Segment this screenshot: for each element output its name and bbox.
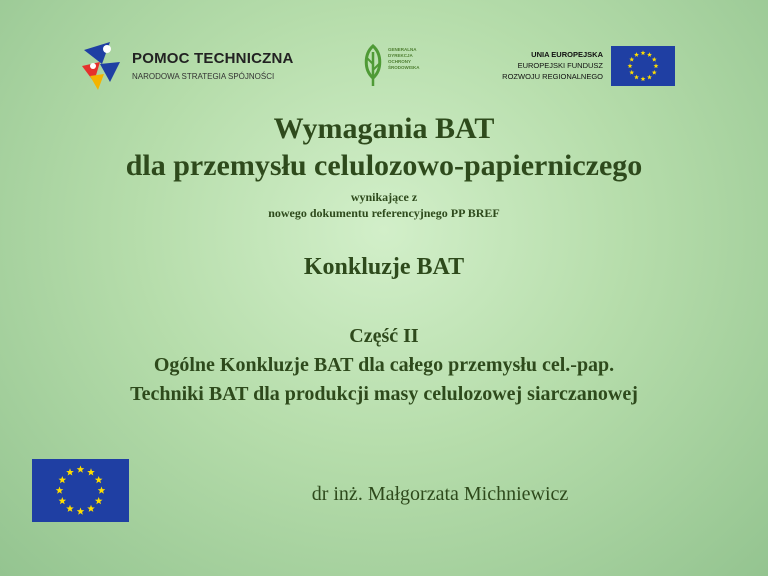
pomoc-techniczna-logo	[80, 36, 310, 96]
author: dr inż. Małgorzata Michniewicz	[311, 483, 569, 505]
gdos-logo	[362, 44, 442, 88]
eu-fund-logo	[495, 46, 675, 90]
slide-part-line1: Ogólne Konkluzje BAT dla całego przemysłu cel.-pap.	[153, 354, 615, 376]
slide-part-line2: Techniki BAT dla produkcji masy celulozowej siarczanowej	[130, 383, 638, 405]
eu-fund-line1: UNIA EUROPEJSKA	[531, 50, 603, 59]
slide-title-line2: dla przemysłu celulozowo-papierniczego	[125, 149, 643, 182]
slide-heading: Konkluzje BAT	[303, 254, 465, 280]
eu-fund-line3: ROZWOJU REGIONALNEGO	[502, 72, 603, 81]
logo-bar	[0, 0, 768, 100]
eu-fund-line2: EUROPEJSKI FUNDUSZ	[517, 61, 603, 70]
eu-flag-large-icon	[32, 459, 129, 522]
gdos-caption: GENERALNA DYREKCJA OCHRONY ŚRODOWISKA	[388, 47, 420, 70]
slide-subtitle-line1: wynikające z	[350, 190, 418, 204]
eu-fund-text	[502, 49, 603, 82]
pomoc-techniczna-subtitle: NARODOWA STRATEGIA SPÓJNOŚCI	[132, 72, 275, 81]
eu-flag-icon	[611, 46, 675, 86]
slide-title-line1: Wymagania BAT	[273, 112, 495, 145]
leaf-icon	[362, 44, 384, 88]
pomoc-techniczna-title: POMOC TECHNICZNA	[132, 50, 294, 67]
slide-subtitle-line2: nowego dokumentu referencyjnego PP BREF	[268, 206, 500, 220]
slide-part: Część II	[349, 325, 419, 347]
star-logo-icon	[80, 36, 124, 92]
